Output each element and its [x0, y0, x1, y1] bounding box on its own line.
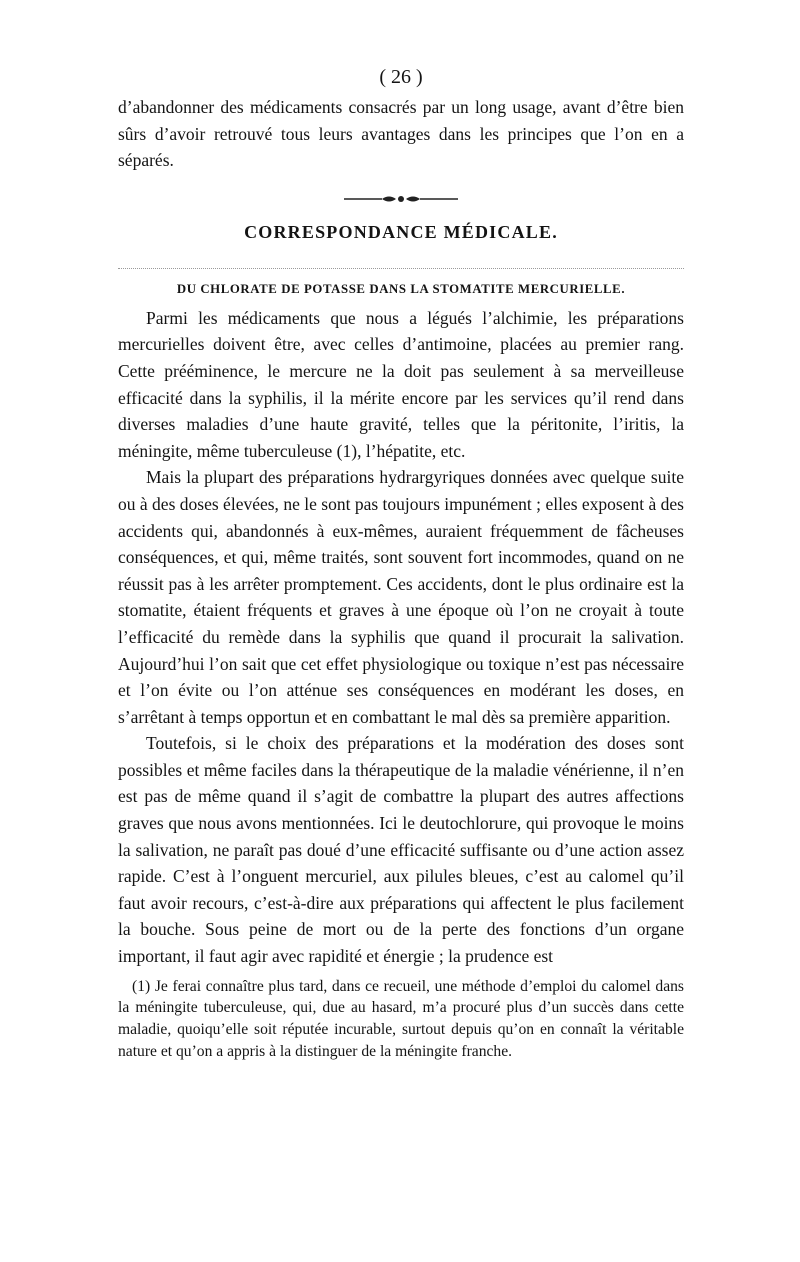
intro-paragraph: d’abandonner des médicaments consacrés par un long usage, avant d’être bien sûrs d’avoir retrouvé tous leurs avantages dans les principes que l’on en a séparés. — [118, 97, 684, 171]
page-number: ( 26 ) — [379, 66, 423, 88]
body-paragraph-1: Parmi les médicaments que nous a légués l’alchimie, les préparations mercurielles doivent être, avec celles d’antimoine, placées au premier rang. Cette prééminence, le mercure ne la doit pas seulement à sa merveilleuse efficacité dans la syphilis, il la mérite encore par les services qu’il rend dans diverses maladies d’une haute gravité, telles que la péritonite, l’iritis, la méningite, même tuberculeuse (1), l’hépatite, etc. — [118, 307, 684, 461]
article-title: DU CHLORATE DE POTASSE DANS LA STOMATITE MERCURIELLE. — [176, 281, 626, 296]
footnote — [118, 976, 684, 1063]
section-divider — [118, 268, 684, 269]
body-paragraph-2: Mais la plupart des préparations hydrargyriques données avec quelque suite ou à des doses élevées, ne le sont pas toujours impunément ; elles exposent à des accidents qui, abandonnés à eux-mêmes, auraient fréquemment de fâcheuses conséquences, et qui, même traités, sont souvent fort incommodes, quand on ne réussit pas à les arrêter promptement. Ces accidents, dont le plus ordinaire est la stomatite, étaient fréquents et graves à une époque où l’on ne croyait à toute l’efficacité du remède dans la syphilis que quand il procurait la salivation. Aujourd’hui l’on sait que cet effet physiologique ou toxique n’est pas nécessaire et l’on évite ou l’on atténue ses conséquences en modérant les doses, en s’arrêtant à temps opportun et en combattant le mal dès sa première apparition. — [118, 467, 684, 727]
footnote-text: (1) Je ferai connaître plus tard, dans ce recueil, une méthode d’emploi du calomel dans la méningite tuberculeuse, qui, due au hasard, m’a procuré plus d’un succès dans cette maladie, quoiqu’elle soit réputée incurable, surtout depuis qu’on en connaît la véritable nature et qu’on a appris à la distinguer de la méningite franche. — [118, 977, 684, 1061]
body-paragraph-3: Toutefois, si le choix des préparations et la modération des doses sont possibles et même faciles dans la thérapeutique de la maladie vénérienne, il n’en est pas de même quand il s’agit de combattre la plupart des autres affections graves que nous avons mentionnées. Ici le deutochlorure, qui provoque le moins la salivation, ne paraît pas doué d’une efficacité suffisante ou d’une action assez rapide. C’est à l’onguent mercuriel, aux pilules bleues, c’est au calomel qu’il faut avoir recours, c’est-à-dire aux préparations qui affectent le plus facilement la bouche. Sous peine de mort ou de la perte des fonctions d’un organe important, il faut agir avec rapidité et énergie ; la prudence est — [118, 733, 684, 967]
section-title: CORRESPONDANCE MÉDICALE. — [244, 221, 558, 242]
ornament-divider-icon — [342, 192, 460, 206]
book-page — [118, 62, 684, 1063]
